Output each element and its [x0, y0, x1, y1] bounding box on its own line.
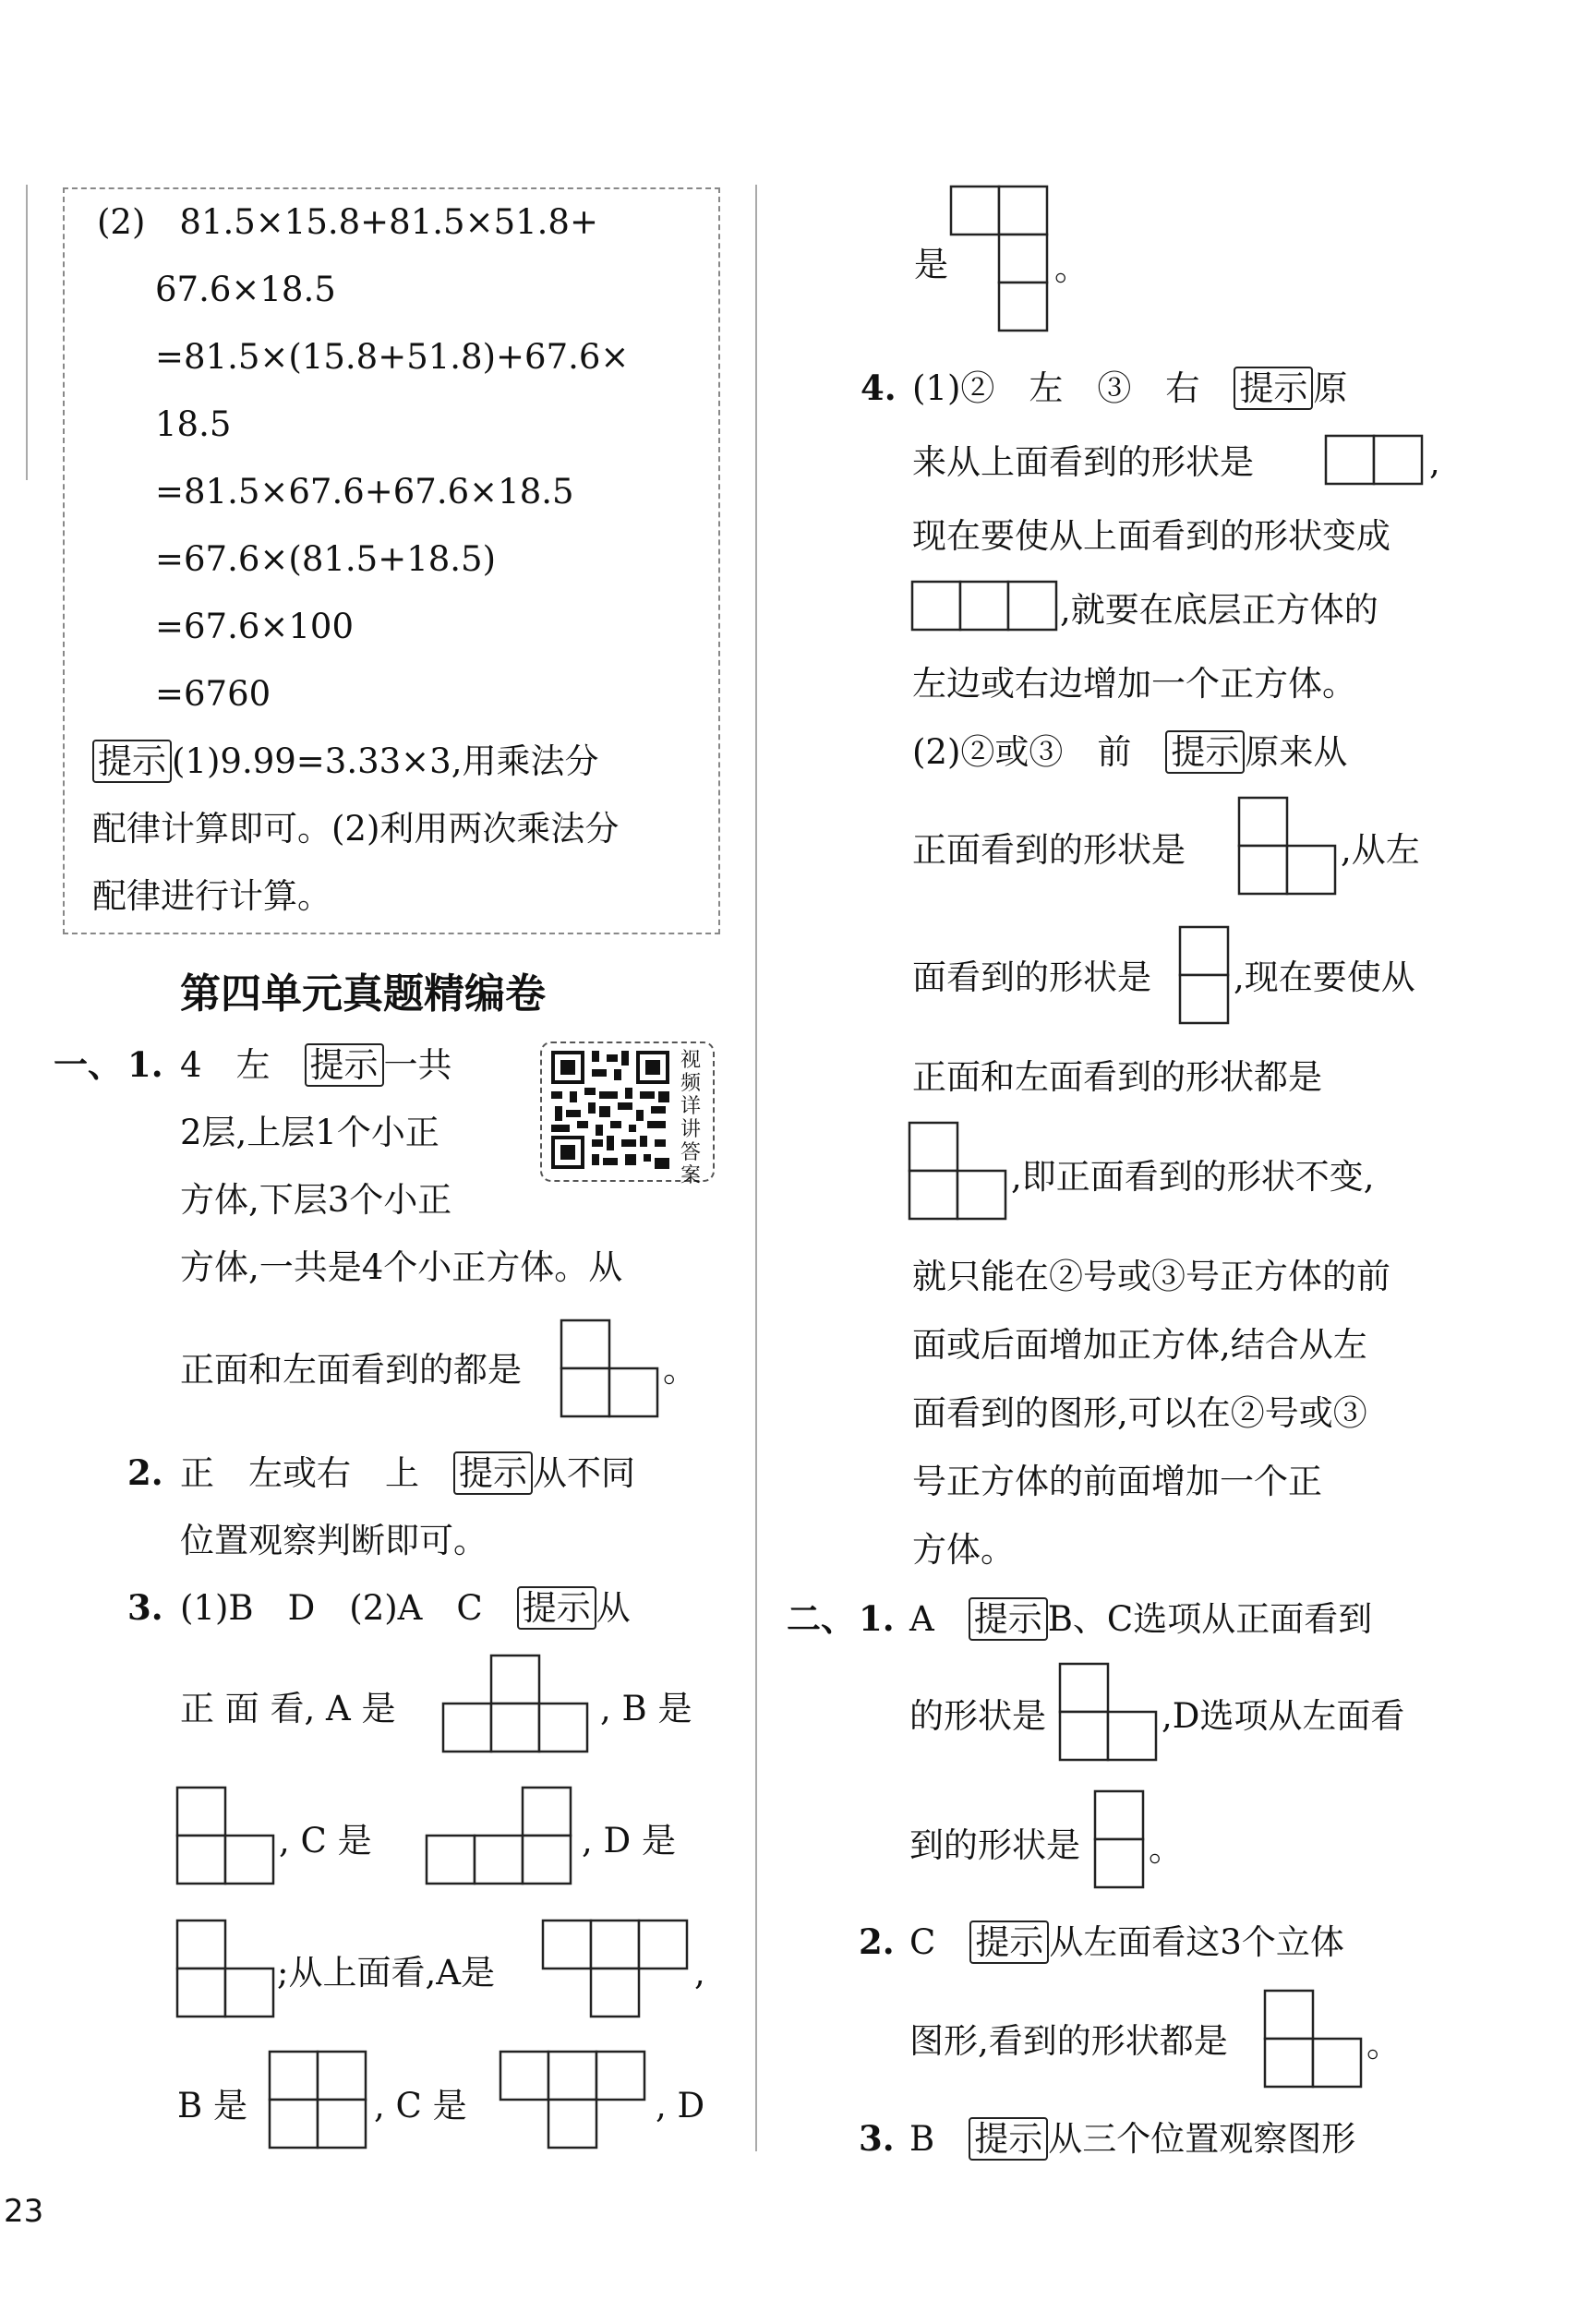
q4-left-shape — [1180, 927, 1234, 1029]
q4-line-b: 来从上面看到的形状是 — [912, 442, 1254, 482]
section-1-prefix: 一、 — [54, 1045, 122, 1085]
q4-line-b-end: , — [1429, 442, 1440, 482]
q2-answer: 正 左或右 上 — [180, 1453, 453, 1493]
section-title: 第四单元真题精编卷 — [180, 970, 546, 1018]
q4-both-shape — [909, 1123, 1011, 1224]
q3-b-label: , B 是 — [600, 1689, 692, 1728]
hint-label: 提示 — [1234, 367, 1313, 410]
s2-q2-hint-text: 从左面看这3个立体 — [1049, 1922, 1344, 1962]
right-period-1: 。 — [1054, 248, 1089, 288]
s2-q2-answer: C — [909, 1922, 970, 1962]
right-period-2: 。 — [1149, 1829, 1183, 1869]
s2-q1-front-shape — [1060, 1664, 1162, 1765]
q3-c-top-shape — [500, 2052, 657, 2153]
q4-line-c: 现在要使从上面看到的形状变成 — [912, 516, 1390, 556]
q2-number: 2. — [127, 1452, 163, 1493]
q3-c-front-shape — [427, 1788, 584, 1889]
hint-label: 提示 — [969, 2117, 1048, 2161]
hint1-line-1 — [92, 741, 599, 781]
page-number: 23 — [4, 2193, 44, 2230]
q3-b-front-shape — [177, 1788, 279, 1889]
q4-answer-1: (1)② 左 ③ 右 — [912, 368, 1234, 408]
box-line-2: 67.6×18.5 — [155, 270, 336, 309]
box-line-3: =81.5×(15.8+51.8)+67.6× — [155, 337, 630, 377]
q4-line-j: ,即正面看到的形状不变, — [1011, 1157, 1375, 1197]
qr-code-image[interactable] — [548, 1047, 673, 1173]
q3-a-top-shape — [543, 1921, 700, 2022]
s2-q1-line-b: 的形状是 — [909, 1696, 1046, 1736]
s2-q2-line-a — [909, 1922, 1344, 1962]
q3-number: 3. — [127, 1587, 163, 1628]
q4-line-a — [912, 368, 1348, 408]
hint-label: 提示 — [1165, 730, 1245, 774]
q3-answer: (1)B D (2)A C — [180, 1588, 517, 1628]
right-period-3: 。 — [1366, 2025, 1401, 2065]
q4-line-o: 方体。 — [912, 1530, 1015, 1570]
s2-q2-line-b: 图形,看到的形状都是 — [909, 2021, 1228, 2061]
q4-line-k: 就只能在②号或③号正方体的前 — [912, 1257, 1390, 1296]
q4-line-l: 面或后面增加正方体,结合从左 — [912, 1325, 1367, 1365]
q4-answer-2: (2)②或③ 前 — [912, 732, 1166, 772]
q3-d-top-shape — [951, 187, 1053, 334]
q4-line-g2: ,从左 — [1341, 830, 1420, 870]
hint1-line-2: 配律计算即可。(2)利用两次乘法分 — [92, 809, 620, 849]
q3-front-a-label: 正 面 看, A 是 — [180, 1689, 396, 1728]
q2-line-1 — [180, 1453, 635, 1493]
q4-front-shape — [1239, 798, 1341, 899]
s2-q1-left-shape — [1095, 1791, 1149, 1893]
box-line-7: =67.6×100 — [155, 607, 355, 646]
s2-q3-line-a — [909, 2119, 1356, 2159]
q4-top-three-shape — [912, 582, 1062, 635]
q2-line-2: 位置观察判断即可。 — [180, 1521, 488, 1560]
box-line-6: =67.6×(81.5+18.5) — [155, 539, 497, 579]
qr-pattern — [548, 1047, 673, 1173]
q1-number: 1. — [127, 1044, 163, 1085]
hint-label: 提示 — [453, 1451, 533, 1495]
q1-line-4: 方体,一共是4个小正方体。从 — [180, 1247, 623, 1287]
q3-c-top-label: , C 是 — [374, 2086, 467, 2125]
q3-hint-text: 从 — [596, 1588, 631, 1628]
q4-hint-start: 原 — [1313, 368, 1348, 408]
right-shi: 是 — [914, 245, 948, 284]
q4-line-m: 面看到的图形,可以在②号或③ — [912, 1393, 1367, 1433]
q3-d-front-shape — [177, 1921, 279, 2022]
qr-caption: 视频详讲答案 — [680, 1049, 701, 1187]
q3-d-top-label: , D — [656, 2086, 705, 2125]
box-line-5: =81.5×67.6+67.6×18.5 — [155, 472, 574, 512]
s2-q1-answer: A — [909, 1599, 969, 1639]
hint-label: 提示 — [517, 1586, 596, 1630]
s2-q3-answer: B — [909, 2119, 969, 2159]
hint-label: 提示 — [305, 1043, 384, 1087]
q4-top-two-shape — [1326, 436, 1427, 489]
q4-line-h2: ,现在要使从 — [1234, 957, 1415, 997]
q1-hint-text: 一共 — [383, 1045, 452, 1085]
q4-line-e: 左边或右边增加一个正方体。 — [912, 664, 1356, 704]
box-line-8: =6760 — [155, 674, 271, 714]
q4-line-n: 号正方体的前面增加一个正 — [912, 1462, 1322, 1501]
s2-q1-line-c: 到的形状是 — [909, 1825, 1080, 1865]
hint-label: 提示 — [969, 1597, 1048, 1641]
q3-line-1 — [180, 1588, 631, 1628]
hint1-line-3: 配律进行计算。 — [92, 876, 331, 916]
q4-hint-2-start: 原来从 — [1245, 732, 1348, 772]
s2-q1-number: 1. — [859, 1598, 895, 1639]
q3-comma: , — [694, 1953, 705, 1993]
q3-c-label: , C 是 — [279, 1821, 372, 1860]
q1-answer: 4 左 — [180, 1045, 305, 1085]
column-divider — [755, 185, 757, 2151]
q3-a-front-shape — [443, 1656, 600, 1757]
s2-q1-line-a — [909, 1599, 1373, 1639]
q4-line-d: ,就要在底层正方体的 — [1060, 590, 1378, 630]
s2-q2-left-shape — [1265, 1991, 1366, 2092]
q1-line-1 — [180, 1045, 452, 1085]
s2-q1-hint-text: B、C选项从正面看到 — [1047, 1599, 1373, 1639]
hint-label: 提示 — [92, 740, 172, 783]
hint-label: 提示 — [969, 1921, 1049, 1964]
s2-q2-number: 2. — [859, 1921, 895, 1962]
left-margin-rule — [26, 185, 28, 480]
q1-line-3: 方体,下层3个小正 — [180, 1180, 452, 1220]
section-2-prefix: 二、 — [787, 1599, 855, 1639]
q1-line-5: 正面和左面看到的都是 — [180, 1350, 522, 1390]
qr-code-block[interactable] — [540, 1042, 715, 1187]
box-line-4: 18.5 — [155, 404, 232, 444]
q3-b-top-label: B 是 — [177, 2086, 247, 2125]
q1-shape-figure — [561, 1320, 663, 1422]
q4-number: 4. — [861, 367, 897, 408]
q4-line-h: 面看到的形状是 — [912, 957, 1151, 997]
s2-q3-hint-text: 从三个位置观察图形 — [1048, 2119, 1356, 2159]
s2-q1-line-b2: ,D选项从左面看 — [1162, 1696, 1405, 1736]
q4-line-i: 正面和左面看到的形状都是 — [912, 1057, 1322, 1097]
q4-line-g: 正面看到的形状是 — [912, 830, 1186, 870]
hint1-text-1: (1)9.99=3.33×3,用乘法分 — [172, 741, 599, 781]
s2-q3-number: 3. — [859, 2118, 895, 2159]
q3-b-top-shape — [270, 2052, 371, 2153]
box-line-1: (2) 81.5×15.8+81.5×51.8+ — [97, 202, 598, 242]
q3-d-label: , D 是 — [582, 1821, 676, 1860]
q3-top-label: ;从上面看,A是 — [277, 1953, 495, 1993]
q4-line-f — [912, 732, 1348, 772]
q1-line-2: 2层,上层1个小正 — [180, 1113, 439, 1152]
q1-period: 。 — [663, 1350, 697, 1390]
q2-hint-text: 从不同 — [533, 1453, 635, 1493]
